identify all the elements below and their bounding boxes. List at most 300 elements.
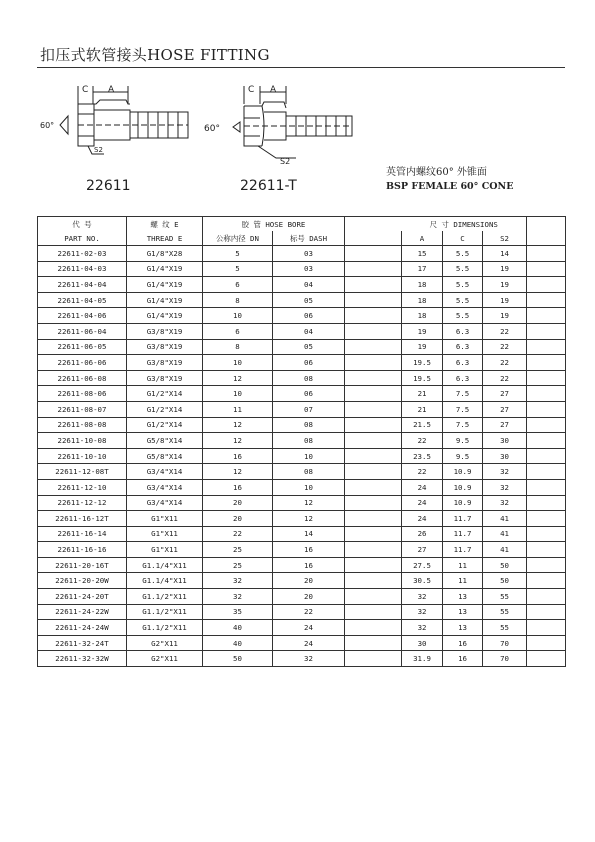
cell-empty (527, 433, 566, 449)
table-row (38, 417, 566, 433)
cell-s2: 41 (483, 511, 527, 527)
cell-empty (345, 557, 388, 573)
cell-dash: 08 (273, 417, 345, 433)
cell-dn: 10 (203, 386, 273, 402)
cell-thread: G3/4"X14 (127, 495, 203, 511)
cell-empty (388, 417, 402, 433)
cell-empty (345, 448, 388, 464)
cell-s2: 19 (483, 261, 527, 277)
cell-dn: 25 (203, 542, 273, 558)
table-row (38, 635, 566, 651)
cell-part: 22611-24-20T (38, 589, 127, 605)
cell-empty (345, 339, 388, 355)
cell-empty (345, 511, 388, 527)
cell-part: 22611-12-08T (38, 464, 127, 480)
header-dimensions: 尺 寸 DIMENSIONS (402, 217, 527, 232)
header-dash: 标号 DASH (273, 231, 345, 246)
cell-dash: 04 (273, 323, 345, 339)
cell-thread: G1.1/4"X11 (127, 573, 203, 589)
cell-empty (345, 277, 388, 293)
cell-thread: G5/8"X14 (127, 448, 203, 464)
cell-empty (388, 620, 402, 636)
cell-dn: 6 (203, 323, 273, 339)
cell-empty (527, 557, 566, 573)
header-thread-en: THREAD E (127, 231, 203, 246)
cell-dn: 32 (203, 573, 273, 589)
cell-empty (388, 542, 402, 558)
cell-part: 22611-12-10 (38, 479, 127, 495)
table-row (38, 620, 566, 636)
cell-empty (388, 339, 402, 355)
description-en: BSP FEMALE 60° CONE (386, 181, 514, 192)
cell-empty (527, 370, 566, 386)
table-row (38, 573, 566, 589)
cell-empty (345, 433, 388, 449)
cell-part: 22611-06-08 (38, 370, 127, 386)
cell-dash: 07 (273, 401, 345, 417)
header-a: A (402, 231, 443, 246)
angle-label: 60° (204, 124, 220, 134)
cell-thread: G2"X11 (127, 635, 203, 651)
cell-a: 32 (402, 589, 443, 605)
cell-c: 9.5 (443, 448, 483, 464)
cell-thread: G1/2"X14 (127, 401, 203, 417)
cell-dn: 40 (203, 635, 273, 651)
cell-empty (345, 261, 388, 277)
cell-empty (388, 246, 402, 262)
cell-part: 22611-16-14 (38, 526, 127, 542)
cell-thread: G1.1/4"X11 (127, 557, 203, 573)
cell-empty (527, 323, 566, 339)
header-c: C (443, 231, 483, 246)
dim-label-c: C (248, 85, 255, 95)
cell-c: 5.5 (443, 261, 483, 277)
table-row (38, 542, 566, 558)
cell-empty (388, 495, 402, 511)
table-row (38, 370, 566, 386)
cell-dn: 12 (203, 370, 273, 386)
cell-empty (388, 511, 402, 527)
cell-a: 30.5 (402, 573, 443, 589)
cell-empty (345, 292, 388, 308)
header-hose-bore: 胶 管 HOSE BORE (203, 217, 345, 232)
cell-a: 18 (402, 292, 443, 308)
cell-s2: 30 (483, 448, 527, 464)
page-title: 扣压式软管接头HOSE FITTING (40, 46, 270, 64)
cell-empty (527, 651, 566, 667)
cell-c: 10.9 (443, 495, 483, 511)
cell-a: 32 (402, 620, 443, 636)
cell-empty (345, 401, 388, 417)
cell-thread: G5/8"X14 (127, 433, 203, 449)
table-row (38, 651, 566, 667)
cell-empty (345, 323, 388, 339)
cell-a: 32 (402, 604, 443, 620)
cell-dash: 08 (273, 370, 345, 386)
cell-dn: 50 (203, 651, 273, 667)
cell-s2: 55 (483, 604, 527, 620)
cell-s2: 50 (483, 573, 527, 589)
cell-empty (527, 620, 566, 636)
cell-empty (527, 495, 566, 511)
cell-empty (527, 386, 566, 402)
cell-a: 22 (402, 464, 443, 480)
cell-part: 22611-10-10 (38, 448, 127, 464)
table-row (38, 448, 566, 464)
cell-dash: 32 (273, 651, 345, 667)
cell-part: 22611-32-24T (38, 635, 127, 651)
cell-part: 22611-24-24W (38, 620, 127, 636)
cell-c: 6.3 (443, 370, 483, 386)
cell-c: 5.5 (443, 308, 483, 324)
table-row (38, 386, 566, 402)
cell-s2: 22 (483, 339, 527, 355)
cell-thread: G2"X11 (127, 651, 203, 667)
cell-a: 23.5 (402, 448, 443, 464)
cell-a: 21 (402, 386, 443, 402)
cell-part: 22611-12-12 (38, 495, 127, 511)
cell-dash: 04 (273, 277, 345, 293)
cell-dash: 12 (273, 511, 345, 527)
cell-thread: G1/4"X19 (127, 308, 203, 324)
cell-empty (388, 589, 402, 605)
cell-empty (345, 370, 388, 386)
cell-empty (388, 308, 402, 324)
cell-a: 19 (402, 339, 443, 355)
cell-empty (527, 417, 566, 433)
cell-thread: G1.1/2"X11 (127, 620, 203, 636)
cell-dn: 12 (203, 417, 273, 433)
cell-part: 22611-08-07 (38, 401, 127, 417)
cell-empty (527, 604, 566, 620)
cell-thread: G1/4"X19 (127, 261, 203, 277)
description-cn: 英管内螺纹60° 外锥面 (386, 167, 487, 178)
cell-s2: 55 (483, 620, 527, 636)
cell-empty (345, 620, 388, 636)
table-row (38, 261, 566, 277)
cell-s2: 19 (483, 308, 527, 324)
cell-s2: 19 (483, 277, 527, 293)
cell-s2: 14 (483, 246, 527, 262)
cell-dash: 24 (273, 635, 345, 651)
cell-empty (388, 448, 402, 464)
cell-dash: 08 (273, 464, 345, 480)
cell-s2: 55 (483, 589, 527, 605)
cell-empty (345, 246, 388, 262)
table-row (38, 604, 566, 620)
cell-thread: G3/4"X14 (127, 479, 203, 495)
cell-thread: G1/4"X19 (127, 277, 203, 293)
table-row (38, 495, 566, 511)
table-row (38, 526, 566, 542)
cell-c: 7.5 (443, 401, 483, 417)
cell-dn: 10 (203, 355, 273, 371)
cell-empty (345, 495, 388, 511)
cell-s2: 27 (483, 401, 527, 417)
fitting-drawing-22611 (38, 80, 198, 162)
cell-dash: 12 (273, 495, 345, 511)
cell-thread: G3/8"X19 (127, 355, 203, 371)
cell-c: 10.9 (443, 464, 483, 480)
cell-s2: 27 (483, 386, 527, 402)
header-thread-cn: 螺 纹 E (127, 217, 203, 232)
cell-part: 22611-10-08 (38, 433, 127, 449)
fitting-drawing-22611-t (200, 80, 360, 168)
header-s2: S2 (483, 231, 527, 246)
cell-dn: 11 (203, 401, 273, 417)
cell-empty (527, 589, 566, 605)
cell-dash: 16 (273, 542, 345, 558)
cell-empty (388, 370, 402, 386)
title-rule (37, 67, 565, 68)
table-row (38, 308, 566, 324)
cell-dash: 06 (273, 386, 345, 402)
cell-thread: G1/4"X19 (127, 292, 203, 308)
cell-s2: 22 (483, 323, 527, 339)
cell-empty (527, 635, 566, 651)
cell-empty (388, 277, 402, 293)
cell-thread: G3/4"X14 (127, 464, 203, 480)
table-row (38, 339, 566, 355)
cell-c: 11.7 (443, 542, 483, 558)
cell-empty (527, 479, 566, 495)
cell-a: 21 (402, 401, 443, 417)
cell-dash: 10 (273, 479, 345, 495)
cell-dash: 14 (273, 526, 345, 542)
cell-dash: 06 (273, 308, 345, 324)
cell-part: 22611-24-22W (38, 604, 127, 620)
cell-dash: 10 (273, 448, 345, 464)
cell-empty (345, 651, 388, 667)
cell-empty (527, 308, 566, 324)
cell-dash: 03 (273, 246, 345, 262)
cell-empty (345, 479, 388, 495)
dim-label-s2: S2 (280, 157, 291, 166)
cell-a: 24 (402, 495, 443, 511)
cell-dn: 12 (203, 464, 273, 480)
cell-empty (527, 339, 566, 355)
cell-c: 16 (443, 635, 483, 651)
cell-thread: G3/8"X19 (127, 323, 203, 339)
cell-empty (345, 355, 388, 371)
cell-c: 11 (443, 573, 483, 589)
cell-part: 22611-06-05 (38, 339, 127, 355)
cell-empty (527, 464, 566, 480)
cell-thread: G1.1/2"X11 (127, 589, 203, 605)
cell-part: 22611-32-32W (38, 651, 127, 667)
cell-c: 10.9 (443, 479, 483, 495)
cell-c: 5.5 (443, 277, 483, 293)
cell-a: 21.5 (402, 417, 443, 433)
cell-dn: 32 (203, 589, 273, 605)
cell-empty (527, 542, 566, 558)
cell-part: 22611-16-16 (38, 542, 127, 558)
table-row (38, 246, 566, 262)
dim-label-a: A (270, 85, 277, 95)
cell-c: 6.3 (443, 339, 483, 355)
cell-empty (388, 464, 402, 480)
cell-thread: G1/2"X14 (127, 417, 203, 433)
cell-s2: 27 (483, 417, 527, 433)
cell-empty (345, 573, 388, 589)
header-row-2 (38, 231, 566, 246)
cell-empty (527, 448, 566, 464)
cell-dn: 25 (203, 557, 273, 573)
table-row (38, 401, 566, 417)
cell-thread: G1"X11 (127, 511, 203, 527)
cell-dn: 20 (203, 495, 273, 511)
cell-s2: 41 (483, 542, 527, 558)
cell-empty (527, 261, 566, 277)
header-dn: 公称内径 DN (203, 231, 273, 246)
cell-part: 22611-04-06 (38, 308, 127, 324)
cell-a: 19.5 (402, 355, 443, 371)
cell-empty (388, 557, 402, 573)
cell-s2: 32 (483, 479, 527, 495)
cell-empty (388, 526, 402, 542)
cell-c: 11.7 (443, 511, 483, 527)
cell-empty (388, 651, 402, 667)
cell-empty (345, 308, 388, 324)
cell-c: 5.5 (443, 292, 483, 308)
cell-a: 24 (402, 479, 443, 495)
cell-empty (527, 277, 566, 293)
cell-c: 13 (443, 604, 483, 620)
table-row (38, 464, 566, 480)
cell-c: 9.5 (443, 433, 483, 449)
cell-empty (527, 573, 566, 589)
cell-empty (345, 604, 388, 620)
cell-dash: 16 (273, 557, 345, 573)
cell-empty (388, 635, 402, 651)
cell-empty (345, 386, 388, 402)
cell-part: 22611-08-06 (38, 386, 127, 402)
cell-c: 6.3 (443, 323, 483, 339)
cell-dash: 03 (273, 261, 345, 277)
cell-s2: 41 (483, 526, 527, 542)
cell-s2: 32 (483, 464, 527, 480)
cell-a: 19 (402, 323, 443, 339)
cell-dash: 24 (273, 620, 345, 636)
cell-a: 24 (402, 511, 443, 527)
cell-empty (388, 433, 402, 449)
cell-part: 22611-04-03 (38, 261, 127, 277)
cell-c: 16 (443, 651, 483, 667)
cell-empty (388, 479, 402, 495)
cell-c: 13 (443, 620, 483, 636)
cell-dn: 5 (203, 261, 273, 277)
table-row (38, 323, 566, 339)
header-row-1 (38, 217, 566, 232)
cell-dn: 10 (203, 308, 273, 324)
cell-c: 13 (443, 589, 483, 605)
table-row (38, 277, 566, 293)
cell-a: 26 (402, 526, 443, 542)
cell-dn: 35 (203, 604, 273, 620)
table-row (38, 589, 566, 605)
cell-a: 22 (402, 433, 443, 449)
cell-empty (527, 511, 566, 527)
cell-s2: 22 (483, 355, 527, 371)
header-part-cn: 代 号 (38, 217, 127, 232)
cell-part: 22611-06-04 (38, 323, 127, 339)
cell-empty (527, 401, 566, 417)
cell-empty (388, 323, 402, 339)
cell-s2: 50 (483, 557, 527, 573)
table-row (38, 292, 566, 308)
cell-dash: 20 (273, 573, 345, 589)
cell-empty (345, 417, 388, 433)
cell-dn: 16 (203, 479, 273, 495)
cell-s2: 70 (483, 651, 527, 667)
cell-empty (388, 292, 402, 308)
dim-label-s2: S2 (94, 146, 103, 154)
cell-c: 7.5 (443, 386, 483, 402)
cell-empty (345, 464, 388, 480)
cell-s2: 32 (483, 495, 527, 511)
cell-thread: G3/8"X19 (127, 339, 203, 355)
cell-dash: 08 (273, 433, 345, 449)
spec-table (37, 216, 566, 667)
cell-thread: G1.1/2"X11 (127, 604, 203, 620)
cell-s2: 22 (483, 370, 527, 386)
cell-empty (527, 526, 566, 542)
dim-label-c: C (82, 85, 89, 95)
cell-empty (388, 573, 402, 589)
cell-dn: 12 (203, 433, 273, 449)
cell-dash: 06 (273, 355, 345, 371)
table-row (38, 511, 566, 527)
cell-dash: 20 (273, 589, 345, 605)
cell-thread: G1/2"X14 (127, 386, 203, 402)
cell-part: 22611-16-12T (38, 511, 127, 527)
cell-empty (345, 526, 388, 542)
table-row (38, 355, 566, 371)
cell-empty (388, 604, 402, 620)
angle-label: 60° (40, 121, 55, 130)
cell-dash: 05 (273, 339, 345, 355)
cell-a: 27.5 (402, 557, 443, 573)
cell-c: 7.5 (443, 417, 483, 433)
cell-c: 11.7 (443, 526, 483, 542)
cell-empty (388, 401, 402, 417)
cell-thread: G1"X11 (127, 542, 203, 558)
cell-empty (527, 246, 566, 262)
cell-part: 22611-02-03 (38, 246, 127, 262)
cell-dn: 6 (203, 277, 273, 293)
cell-a: 30 (402, 635, 443, 651)
drawing-code-left: 22611 (86, 178, 131, 194)
cell-a: 18 (402, 308, 443, 324)
drawing-code-right: 22611-T (240, 178, 297, 194)
cell-a: 17 (402, 261, 443, 277)
cell-a: 27 (402, 542, 443, 558)
table-row (38, 557, 566, 573)
cell-dash: 22 (273, 604, 345, 620)
cell-empty (388, 355, 402, 371)
cell-empty (388, 386, 402, 402)
cell-empty (345, 542, 388, 558)
cell-dn: 5 (203, 246, 273, 262)
cell-a: 31.9 (402, 651, 443, 667)
cell-part: 22611-04-04 (38, 277, 127, 293)
cell-part: 22611-20-20W (38, 573, 127, 589)
cell-a: 18 (402, 277, 443, 293)
cell-a: 15 (402, 246, 443, 262)
header-part-en: PART NO. (38, 231, 127, 246)
cell-s2: 70 (483, 635, 527, 651)
cell-empty (527, 355, 566, 371)
